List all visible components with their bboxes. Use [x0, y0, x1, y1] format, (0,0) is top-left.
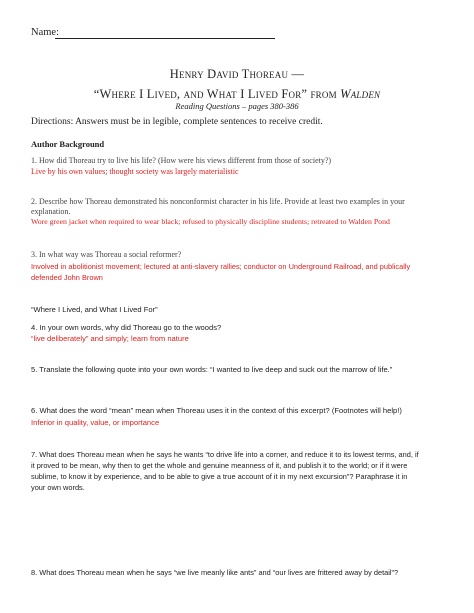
q6-question: 6. What does the word “mean” mean when Thoreau uses it in the context of this excerpt? (Footnotes will help!) [31, 406, 402, 415]
q4-answer: “live deliberately” and simply; learn from nature [31, 334, 189, 343]
directions: Directions: Answers must be in legible, complete sentences to receive credit. [31, 117, 323, 127]
page-title: Henry David Thoreau — [169, 67, 305, 81]
q2-question-line1: 2. Describe how Thoreau demonstrated his nonconformist character in his life. Provide at least two examples in your [31, 197, 405, 206]
q3-answer-line1: Involved in abolitionist movement; lectured at anti-slavery rallies; conductor on Underground Railroad, and publically [31, 262, 411, 271]
q1-question: 1. How did Thoreau try to live his life? (How were his views different from those of society?) [31, 156, 332, 165]
q6-answer: Inferior in quality, value, or importance [31, 418, 160, 427]
q1-answer: Live by his own values; thought society was largely materialistic [31, 167, 239, 176]
q7-line3: sublime, to know it by experience, and to be able to give a true account of it in my next excursion”? Paraphrase it in [31, 472, 408, 481]
q5-question: 5. Translate the following quote into your own words: “I wanted to live deep and suck out the marrow of life.” [31, 365, 393, 374]
q4-question: 4. In your own words, why did Thoreau go to the woods? [31, 323, 222, 332]
q2-question-line2: explanation. [31, 207, 71, 216]
section-author-heading: Author Background [31, 139, 105, 149]
q3-question: 3. In what way was Thoreau a social reformer? [31, 250, 182, 259]
name-field[interactable] [55, 38, 275, 39]
q7-line1: 7. What does Thoreau mean when he says he wants “to drive life into a corner, and reduce it to its lowest terms, and, if [31, 450, 419, 459]
name-label: Name: [31, 27, 59, 38]
subtitle-book: Walden [340, 87, 381, 101]
section-essay-heading: “Where I Lived, and What I Lived For” [31, 305, 158, 314]
reading-questions: Reading Questions – pages 380-386 [175, 101, 299, 111]
q3-answer-line2: defended John Brown [31, 273, 103, 282]
q2-answer: Wore green jacket when required to wear black; refused to physically discipline students; retreated to Walden Pond [31, 217, 390, 226]
q7-line4: your own words. [31, 483, 85, 492]
q7-line2: it proved to be mean, why then to get the whole and genuine meanness of it, and publish it to the world; or if it were [31, 461, 408, 470]
page-subtitle [0, 87, 474, 102]
subtitle-main: “Where I Lived, and What I Lived For” from [93, 87, 341, 101]
q8-question: 8. What does Thoreau mean when he says “we live meanly like ants” and “our lives are frittered away by detail”? [31, 568, 399, 577]
